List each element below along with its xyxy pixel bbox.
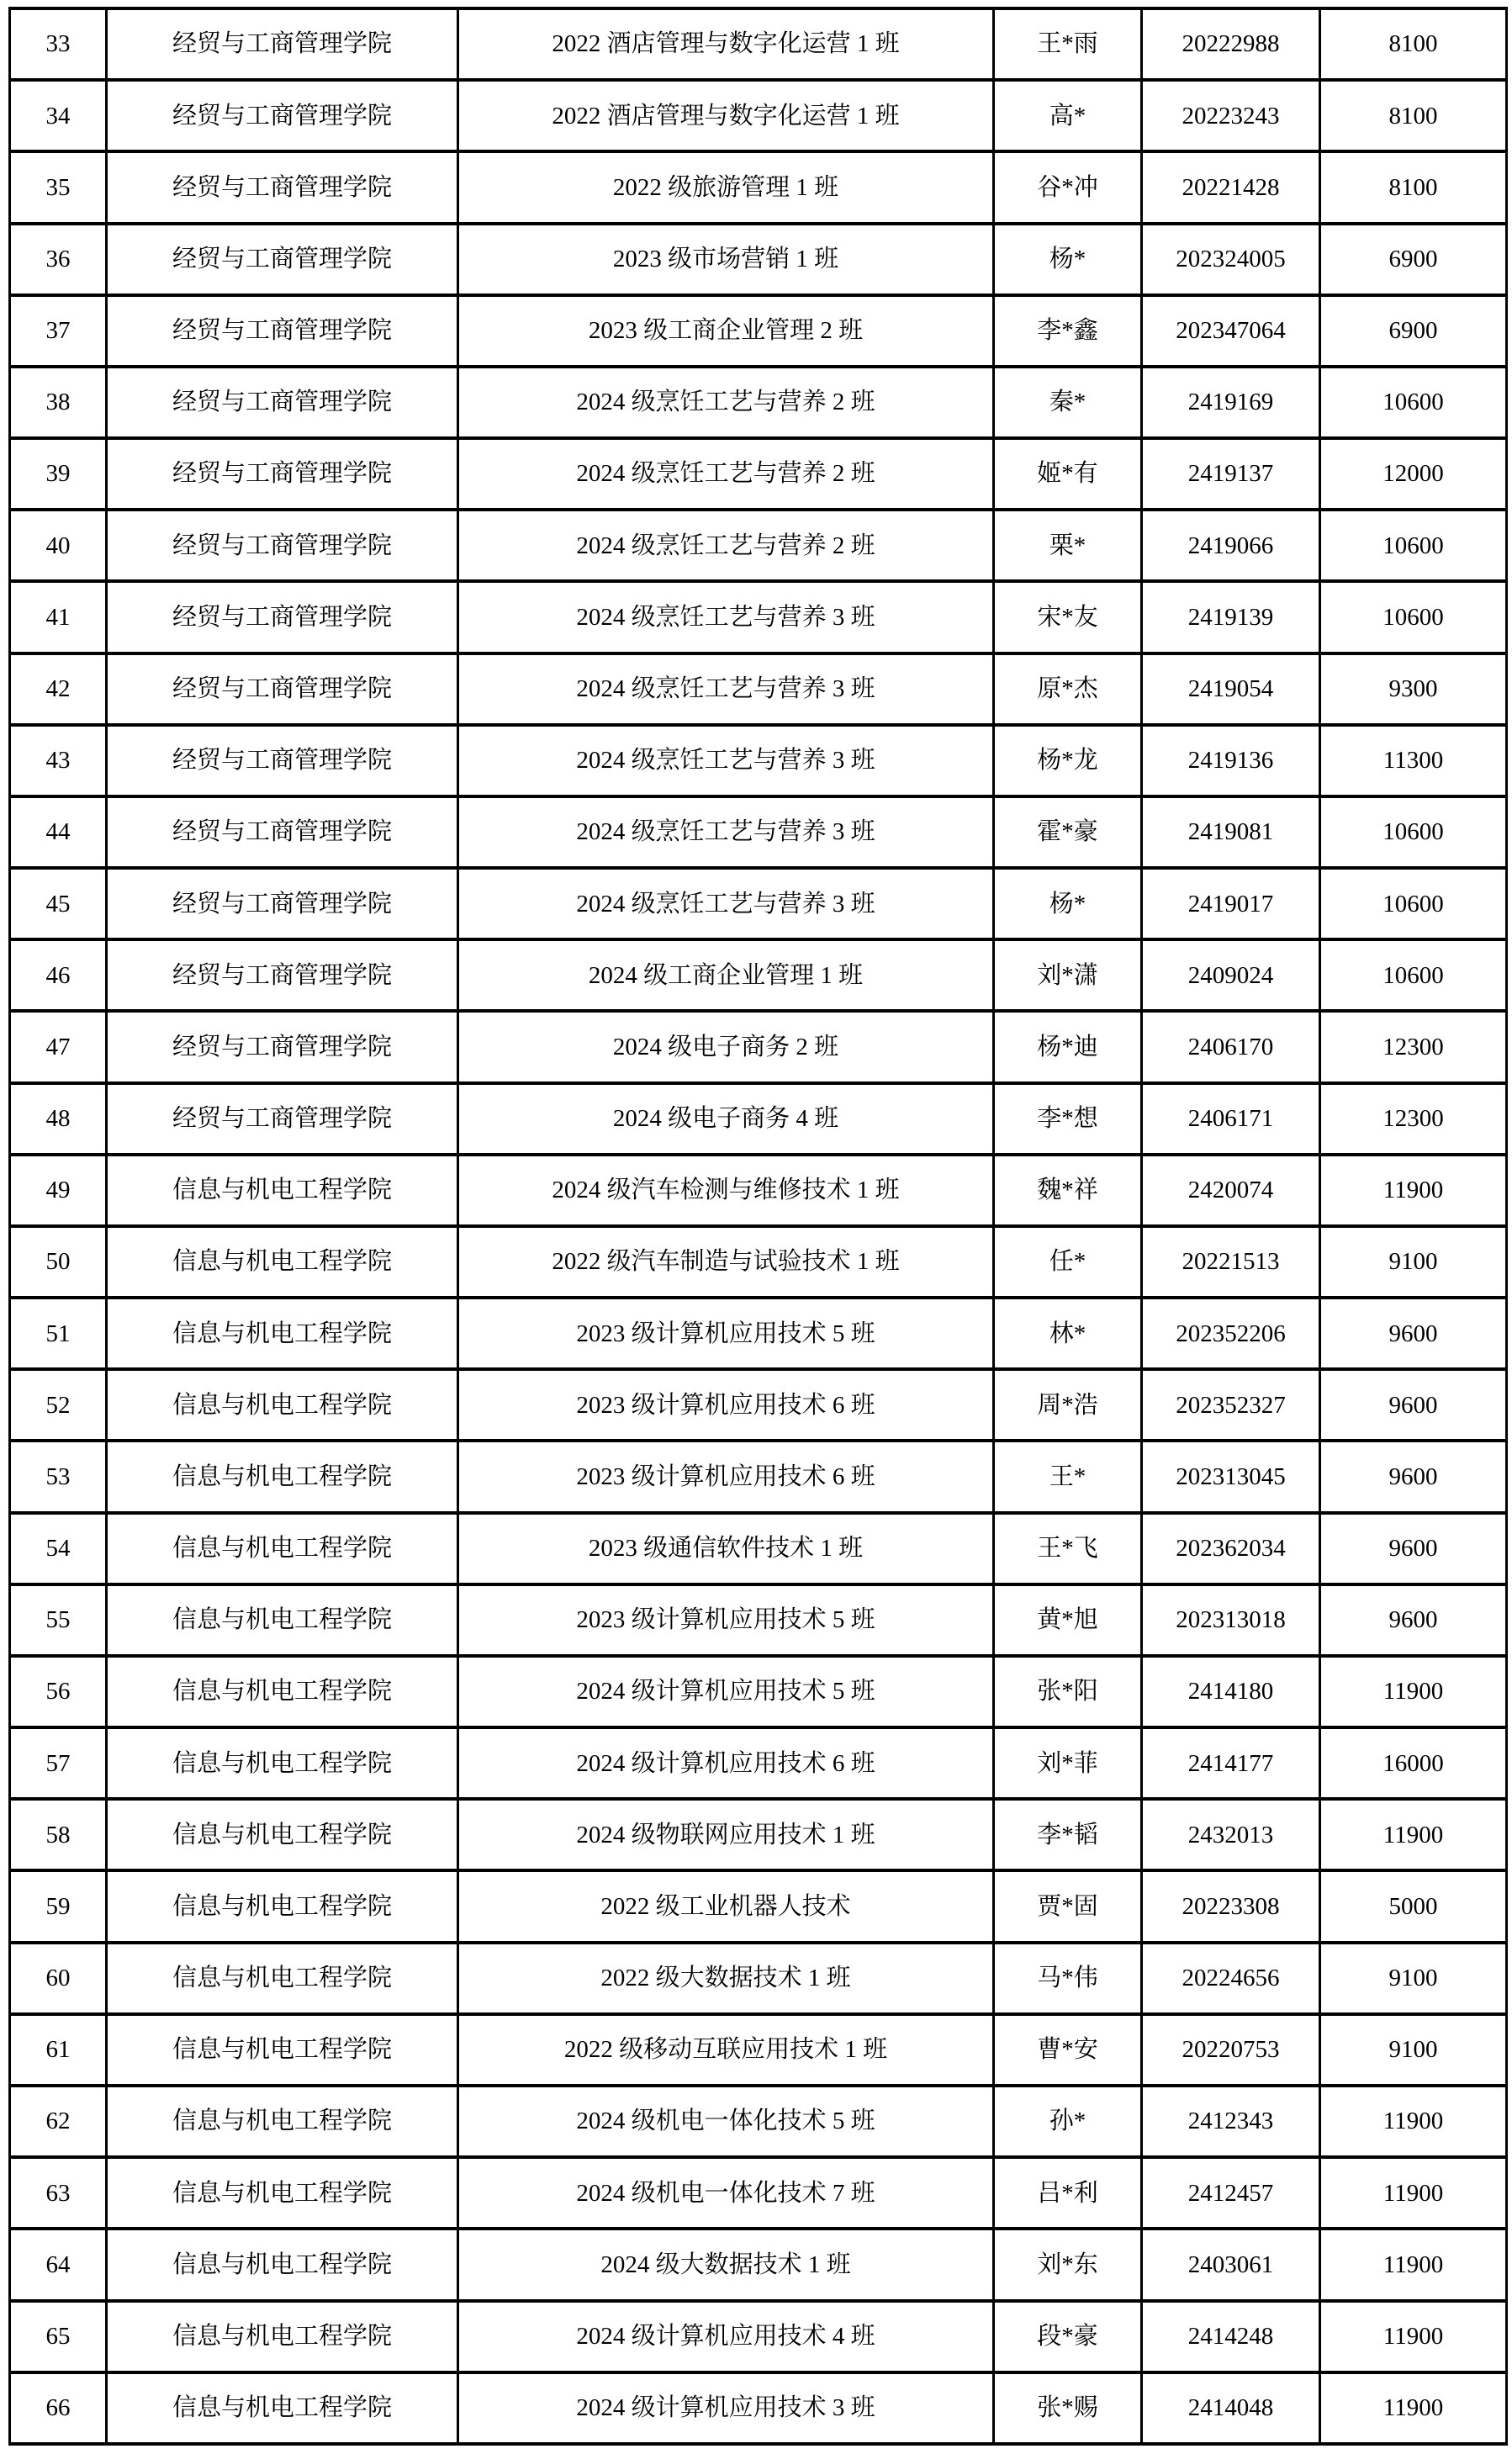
cell-student-id: 20223243 [1142,80,1320,151]
table-row [10,367,1507,438]
cell-college: 信息与机电工程学院 [107,1226,458,1298]
cell-row-number: 62 [10,2086,107,2157]
cell-college: 经贸与工商管理学院 [107,367,458,438]
cell-student-name: 秦* [994,367,1142,438]
cell-row-number: 58 [10,1799,107,1870]
cell-row-number: 47 [10,1011,107,1082]
cell-row-number: 56 [10,1656,107,1727]
cell-row-number: 40 [10,510,107,581]
table-row [10,653,1507,725]
cell-college: 信息与机电工程学院 [107,1584,458,1656]
cell-student-name: 杨*迪 [994,1011,1142,1082]
cell-row-number: 34 [10,80,107,151]
cell-college: 信息与机电工程学院 [107,2014,458,2086]
cell-amount: 9300 [1320,653,1507,725]
cell-row-number: 55 [10,1584,107,1656]
cell-class: 2022 级工业机器人技术 [458,1870,994,1942]
cell-student-name: 宋*友 [994,581,1142,653]
cell-college: 信息与机电工程学院 [107,1369,458,1441]
cell-class: 2024 级烹饪工艺与营养 3 班 [458,581,994,653]
cell-student-name: 栗* [994,510,1142,581]
cell-amount: 11900 [1320,2086,1507,2157]
cell-college: 经贸与工商管理学院 [107,510,458,581]
cell-student-name: 杨* [994,868,1142,939]
cell-student-id: 202352327 [1142,1369,1320,1441]
cell-college: 信息与机电工程学院 [107,1870,458,1942]
cell-row-number: 54 [10,1513,107,1584]
cell-amount: 16000 [1320,1727,1507,1799]
cell-class: 2022 级移动互联应用技术 1 班 [458,2014,994,2086]
cell-student-name: 王*雨 [994,8,1142,80]
cell-row-number: 33 [10,8,107,80]
cell-student-name: 贾*固 [994,1870,1142,1942]
cell-college: 经贸与工商管理学院 [107,725,458,796]
cell-class: 2024 级烹饪工艺与营养 3 班 [458,653,994,725]
table-row [10,1584,1507,1656]
cell-class: 2023 级计算机应用技术 6 班 [458,1369,994,1441]
cell-student-id: 2419081 [1142,796,1320,868]
cell-amount: 12300 [1320,1083,1507,1155]
cell-student-id: 2419066 [1142,510,1320,581]
cell-college: 经贸与工商管理学院 [107,151,458,223]
cell-row-number: 50 [10,1226,107,1298]
cell-amount: 5000 [1320,1870,1507,1942]
cell-amount: 9600 [1320,1298,1507,1369]
cell-class: 2024 级计算机应用技术 5 班 [458,1656,994,1727]
table-row [10,2301,1507,2372]
cell-row-number: 38 [10,367,107,438]
cell-amount: 10600 [1320,581,1507,653]
cell-amount: 9100 [1320,2014,1507,2086]
table-row [10,1369,1507,1441]
cell-student-name: 刘*潇 [994,939,1142,1011]
cell-student-name: 霍*豪 [994,796,1142,868]
cell-class: 2024 级烹饪工艺与营养 2 班 [458,510,994,581]
cell-student-id: 202352206 [1142,1298,1320,1369]
cell-row-number: 52 [10,1369,107,1441]
cell-class: 2022 酒店管理与数字化运营 1 班 [458,80,994,151]
cell-class: 2024 级机电一体化技术 5 班 [458,2086,994,2157]
cell-class: 2024 级工商企业管理 1 班 [458,939,994,1011]
cell-student-name: 曹*安 [994,2014,1142,2086]
cell-student-id: 2403061 [1142,2229,1320,2300]
cell-student-id: 2409024 [1142,939,1320,1011]
cell-student-id: 202362034 [1142,1513,1320,1584]
cell-row-number: 60 [10,1943,107,2014]
table-row [10,151,1507,223]
table-row [10,2157,1507,2229]
cell-college: 经贸与工商管理学院 [107,1083,458,1155]
cell-student-id: 202313018 [1142,1584,1320,1656]
cell-class: 2024 级机电一体化技术 7 班 [458,2157,994,2229]
cell-class: 2024 级物联网应用技术 1 班 [458,1799,994,1870]
cell-student-name: 姬*有 [994,438,1142,510]
cell-student-name: 林* [994,1298,1142,1369]
cell-row-number: 42 [10,653,107,725]
cell-row-number: 35 [10,151,107,223]
cell-class: 2024 级烹饪工艺与营养 2 班 [458,367,994,438]
cell-amount: 11900 [1320,1155,1507,1226]
table-row [10,2086,1507,2157]
cell-student-id: 2414048 [1142,2372,1320,2444]
cell-student-id: 2419054 [1142,653,1320,725]
cell-amount: 9600 [1320,1513,1507,1584]
cell-college: 信息与机电工程学院 [107,1513,458,1584]
table-row [10,438,1507,510]
cell-student-id: 2432013 [1142,1799,1320,1870]
cell-amount: 10600 [1320,939,1507,1011]
table-row [10,510,1507,581]
cell-class: 2024 级电子商务 4 班 [458,1083,994,1155]
cell-student-id: 2414180 [1142,1656,1320,1727]
cell-amount: 8100 [1320,80,1507,151]
cell-student-id: 2412343 [1142,2086,1320,2157]
table-row [10,2229,1507,2300]
cell-class: 2024 级烹饪工艺与营养 3 班 [458,868,994,939]
cell-student-name: 任* [994,1226,1142,1298]
cell-amount: 9600 [1320,1584,1507,1656]
cell-class: 2023 级市场营销 1 班 [458,224,994,295]
table-row [10,725,1507,796]
cell-row-number: 57 [10,1727,107,1799]
cell-student-name: 刘*菲 [994,1727,1142,1799]
cell-class: 2022 级汽车制造与试验技术 1 班 [458,1226,994,1298]
cell-class: 2024 级电子商务 2 班 [458,1011,994,1082]
cell-student-id: 202324005 [1142,224,1320,295]
cell-class: 2023 级工商企业管理 2 班 [458,295,994,367]
cell-amount: 6900 [1320,295,1507,367]
cell-student-name: 李*韬 [994,1799,1142,1870]
cell-amount: 10600 [1320,510,1507,581]
table-row [10,1513,1507,1584]
table-row [10,2014,1507,2086]
cell-student-id: 2414248 [1142,2301,1320,2372]
cell-amount: 9600 [1320,1369,1507,1441]
cell-amount: 10600 [1320,367,1507,438]
cell-student-id: 2406171 [1142,1083,1320,1155]
cell-student-name: 马*伟 [994,1943,1142,2014]
table-row [10,1298,1507,1369]
cell-college: 信息与机电工程学院 [107,1799,458,1870]
cell-college: 信息与机电工程学院 [107,1298,458,1369]
cell-amount: 11900 [1320,2229,1507,2300]
table-row [10,295,1507,367]
cell-student-name: 张*赐 [994,2372,1142,2444]
table-row [10,581,1507,653]
table-row [10,868,1507,939]
table-row [10,796,1507,868]
cell-amount: 11300 [1320,725,1507,796]
cell-student-name: 段*豪 [994,2301,1142,2372]
table-row [10,1083,1507,1155]
cell-student-name: 刘*东 [994,2229,1142,2300]
cell-college: 经贸与工商管理学院 [107,80,458,151]
cell-row-number: 59 [10,1870,107,1942]
cell-class: 2022 级旅游管理 1 班 [458,151,994,223]
cell-student-id: 2412457 [1142,2157,1320,2229]
cell-student-id: 2414177 [1142,1727,1320,1799]
cell-student-id: 20223308 [1142,1870,1320,1942]
cell-student-name: 孙* [994,2086,1142,2157]
cell-college: 信息与机电工程学院 [107,1441,458,1512]
cell-class: 2024 级大数据技术 1 班 [458,2229,994,2300]
cell-student-id: 20222988 [1142,8,1320,80]
cell-class: 2024 级计算机应用技术 3 班 [458,2372,994,2444]
cell-college: 信息与机电工程学院 [107,1155,458,1226]
cell-student-name: 李*想 [994,1083,1142,1155]
cell-college: 经贸与工商管理学院 [107,939,458,1011]
cell-class: 2023 级计算机应用技术 5 班 [458,1298,994,1369]
cell-amount: 11900 [1320,2157,1507,2229]
table-row [10,1441,1507,1512]
cell-amount: 12300 [1320,1011,1507,1082]
cell-college: 信息与机电工程学院 [107,1656,458,1727]
cell-college: 经贸与工商管理学院 [107,868,458,939]
cell-college: 经贸与工商管理学院 [107,295,458,367]
cell-class: 2024 级汽车检测与维修技术 1 班 [458,1155,994,1226]
cell-amount: 11900 [1320,2301,1507,2372]
table-row [10,80,1507,151]
cell-college: 经贸与工商管理学院 [107,224,458,295]
cell-student-id: 2420074 [1142,1155,1320,1226]
cell-row-number: 39 [10,438,107,510]
cell-student-name: 谷*冲 [994,151,1142,223]
cell-row-number: 66 [10,2372,107,2444]
cell-college: 信息与机电工程学院 [107,1727,458,1799]
table-row [10,1226,1507,1298]
cell-class: 2023 级通信软件技术 1 班 [458,1513,994,1584]
cell-college: 经贸与工商管理学院 [107,8,458,80]
table-row [10,8,1507,80]
cell-amount: 11900 [1320,1799,1507,1870]
cell-row-number: 44 [10,796,107,868]
cell-row-number: 63 [10,2157,107,2229]
cell-row-number: 49 [10,1155,107,1226]
table-row [10,1943,1507,2014]
cell-row-number: 37 [10,295,107,367]
table-row [10,2372,1507,2444]
cell-student-id: 2419136 [1142,725,1320,796]
cell-student-name: 杨*龙 [994,725,1142,796]
cell-student-name: 周*浩 [994,1369,1142,1441]
cell-class: 2024 级计算机应用技术 4 班 [458,2301,994,2372]
cell-amount: 12000 [1320,438,1507,510]
cell-amount: 6900 [1320,224,1507,295]
table-row [10,1727,1507,1799]
cell-college: 信息与机电工程学院 [107,2229,458,2300]
cell-class: 2022 级大数据技术 1 班 [458,1943,994,2014]
cell-student-name: 张*阳 [994,1656,1142,1727]
cell-student-id: 202313045 [1142,1441,1320,1512]
table-body [10,8,1507,2444]
cell-row-number: 53 [10,1441,107,1512]
cell-student-name: 李*鑫 [994,295,1142,367]
cell-student-id: 2406170 [1142,1011,1320,1082]
cell-college: 经贸与工商管理学院 [107,1011,458,1082]
cell-student-name: 王*飞 [994,1513,1142,1584]
cell-student-id: 20221428 [1142,151,1320,223]
table-row [10,1155,1507,1226]
cell-college: 经贸与工商管理学院 [107,438,458,510]
cell-class: 2024 级烹饪工艺与营养 3 班 [458,796,994,868]
cell-student-id: 202347064 [1142,295,1320,367]
table-row [10,1799,1507,1870]
cell-student-id: 2419137 [1142,438,1320,510]
cell-student-name: 黄*旭 [994,1584,1142,1656]
table-row [10,224,1507,295]
cell-class: 2024 级烹饪工艺与营养 2 班 [458,438,994,510]
cell-college: 信息与机电工程学院 [107,2372,458,2444]
cell-student-id: 2419139 [1142,581,1320,653]
cell-class: 2022 酒店管理与数字化运营 1 班 [458,8,994,80]
cell-student-id: 2419169 [1142,367,1320,438]
cell-amount: 9600 [1320,1441,1507,1512]
cell-student-id: 2419017 [1142,868,1320,939]
cell-student-name: 杨* [994,224,1142,295]
table-row [10,1870,1507,1942]
cell-student-name: 吕*利 [994,2157,1142,2229]
cell-student-id: 20221513 [1142,1226,1320,1298]
cell-amount: 8100 [1320,8,1507,80]
cell-student-id: 20224656 [1142,1943,1320,2014]
cell-row-number: 65 [10,2301,107,2372]
cell-college: 信息与机电工程学院 [107,2086,458,2157]
cell-row-number: 48 [10,1083,107,1155]
cell-amount: 10600 [1320,796,1507,868]
cell-row-number: 51 [10,1298,107,1369]
cell-amount: 8100 [1320,151,1507,223]
cell-college: 信息与机电工程学院 [107,1943,458,2014]
cell-class: 2024 级烹饪工艺与营养 3 班 [458,725,994,796]
table-row [10,1011,1507,1082]
cell-class: 2023 级计算机应用技术 6 班 [458,1441,994,1512]
cell-student-id: 20220753 [1142,2014,1320,2086]
cell-row-number: 64 [10,2229,107,2300]
cell-college: 经贸与工商管理学院 [107,653,458,725]
cell-row-number: 46 [10,939,107,1011]
cell-class: 2023 级计算机应用技术 5 班 [458,1584,994,1656]
cell-amount: 10600 [1320,868,1507,939]
cell-row-number: 36 [10,224,107,295]
data-table [8,7,1508,2446]
cell-amount: 11900 [1320,2372,1507,2444]
cell-college: 信息与机电工程学院 [107,2301,458,2372]
cell-row-number: 41 [10,581,107,653]
cell-student-name: 高* [994,80,1142,151]
table-row [10,1656,1507,1727]
cell-row-number: 43 [10,725,107,796]
cell-amount: 9100 [1320,1943,1507,2014]
cell-college: 经贸与工商管理学院 [107,796,458,868]
cell-row-number: 45 [10,868,107,939]
table-row [10,939,1507,1011]
cell-student-name: 王* [994,1441,1142,1512]
cell-college: 经贸与工商管理学院 [107,581,458,653]
cell-amount: 11900 [1320,1656,1507,1727]
cell-student-name: 魏*祥 [994,1155,1142,1226]
cell-row-number: 61 [10,2014,107,2086]
cell-class: 2024 级计算机应用技术 6 班 [458,1727,994,1799]
cell-college: 信息与机电工程学院 [107,2157,458,2229]
cell-amount: 9100 [1320,1226,1507,1298]
cell-student-name: 原*杰 [994,653,1142,725]
